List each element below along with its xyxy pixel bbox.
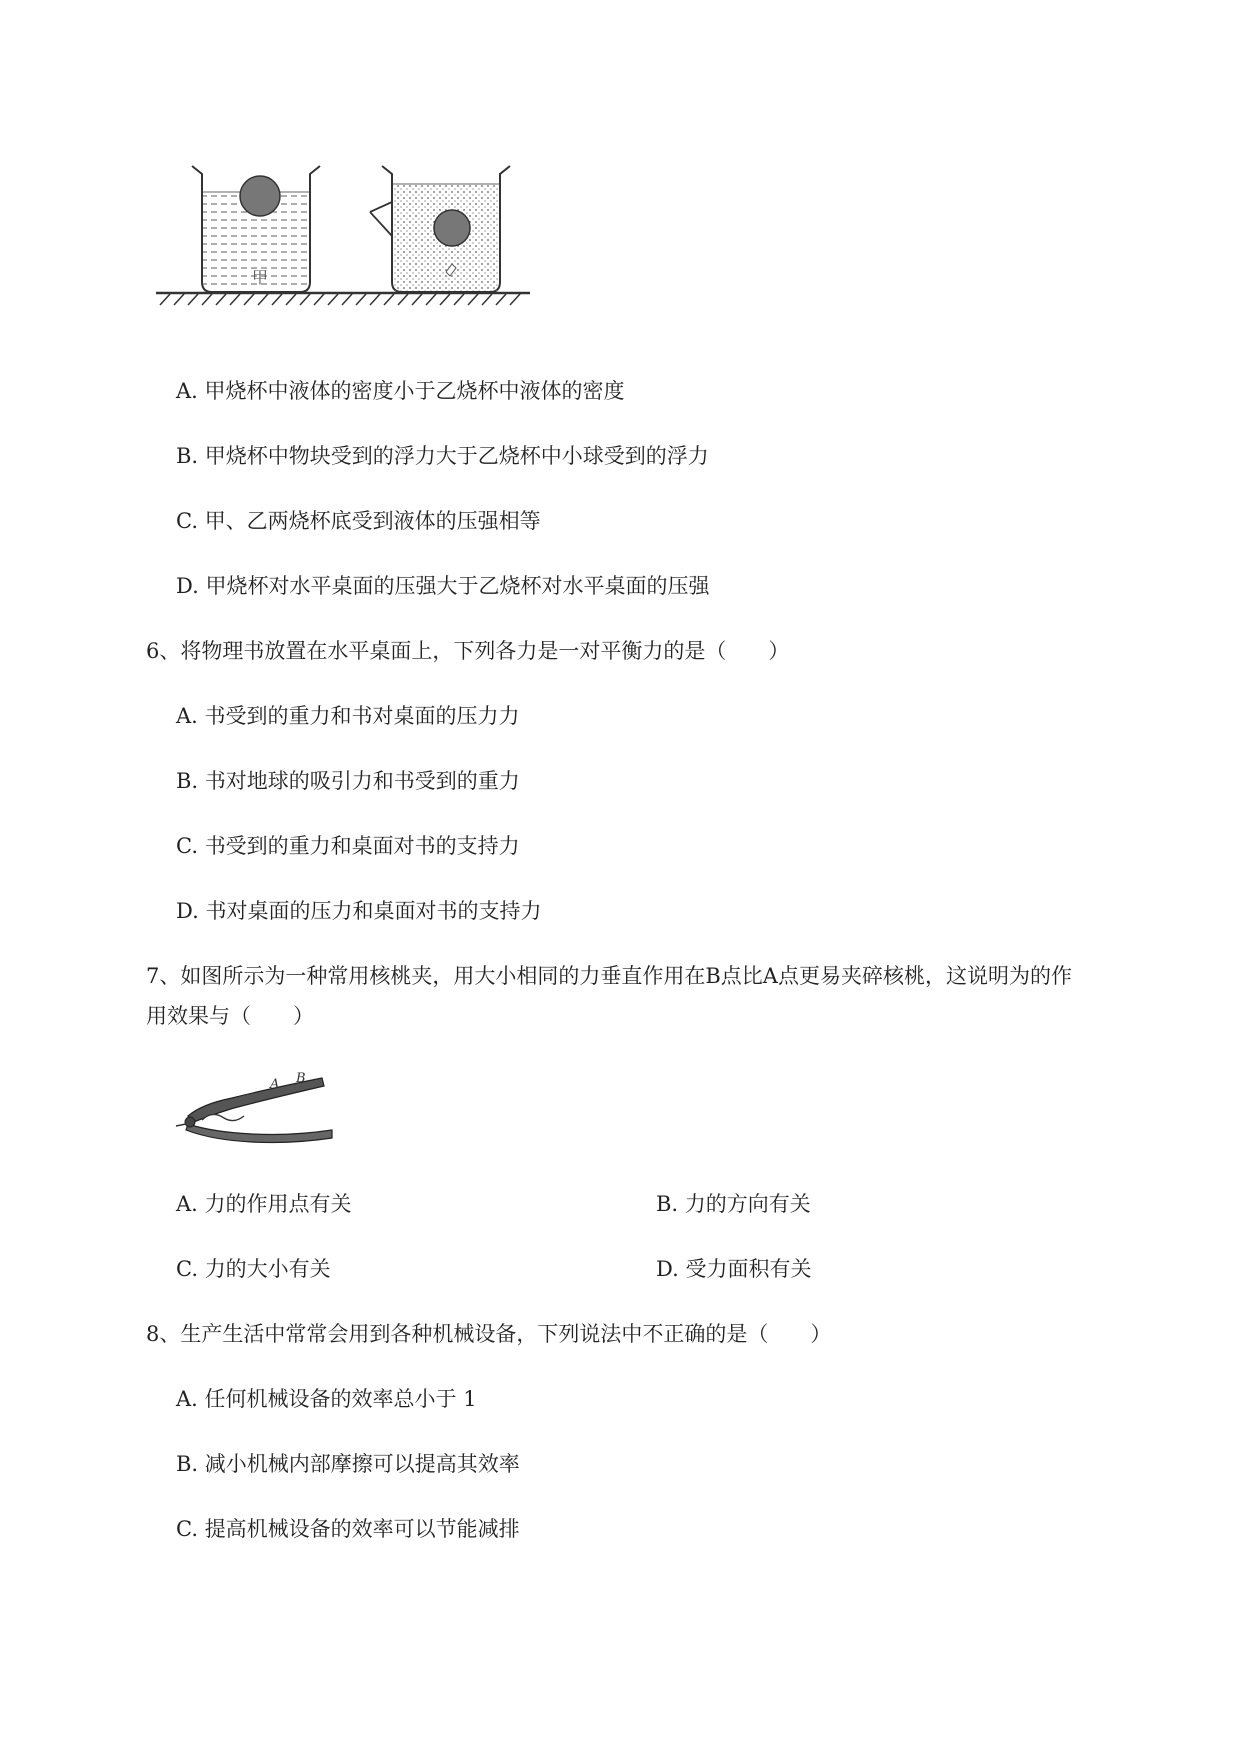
block-in-jia xyxy=(240,176,280,216)
hinge-pin xyxy=(185,1117,195,1127)
label-point-b: B xyxy=(296,1071,306,1086)
q7-option-b[interactable]: B. 力的方向有关 xyxy=(656,1192,811,1216)
ball-in-yi xyxy=(434,210,470,246)
nutcracker-lower-arm xyxy=(186,1124,332,1143)
q6-stem: 6、将物理书放置在水平桌面上，下列各力是一对平衡力的是（ ） xyxy=(146,639,790,663)
q5-option-c[interactable]: C. 甲、乙两烧杯底受到液体的压强相等 xyxy=(176,509,541,533)
q7-option-d[interactable]: D. 受力面积有关 xyxy=(656,1257,812,1281)
q8-option-a[interactable]: A. 任何机械设备的效率总小于 1 xyxy=(176,1387,477,1411)
q7-option-c[interactable]: C. 力的大小有关 xyxy=(176,1257,331,1281)
beaker-yi xyxy=(382,166,510,292)
table-surface xyxy=(156,293,530,305)
q7-stem-line1: 7、如图所示为一种常用核桃夹，用大小相同的力垂直作用在B点比A点更易夹碎核桃，这说明为的作 xyxy=(146,964,1072,988)
q5-option-d[interactable]: D. 甲烧杯对水平桌面的压强大于乙烧杯对水平桌面的压强 xyxy=(176,574,710,598)
wedge-support xyxy=(370,202,392,236)
q7-stem-line2: 用效果与（ ） xyxy=(146,1004,314,1028)
q7-option-a[interactable]: A. 力的作用点有关 xyxy=(176,1192,352,1216)
q5-option-a[interactable]: A. 甲烧杯中液体的密度小于乙烧杯中液体的密度 xyxy=(176,379,625,403)
q6-option-b[interactable]: B. 书对地球的吸引力和书受到的重力 xyxy=(176,769,520,793)
nutcracker-figure xyxy=(172,1066,342,1150)
q8-option-c[interactable]: C. 提高机械设备的效率可以节能减排 xyxy=(176,1517,520,1541)
beakers-figure xyxy=(150,160,540,340)
q6-option-d[interactable]: D. 书对桌面的压力和桌面对书的支持力 xyxy=(176,899,542,923)
q5-option-b[interactable]: B. 甲烧杯中物块受到的浮力大于乙烧杯中小球受到的浮力 xyxy=(176,444,709,468)
q8-option-b[interactable]: B. 减小机械内部摩擦可以提高其效率 xyxy=(176,1452,520,1476)
label-point-a: A xyxy=(270,1077,280,1092)
q6-option-c[interactable]: C. 书受到的重力和桌面对书的支持力 xyxy=(176,834,520,858)
label-jia: 甲 xyxy=(251,268,269,287)
q6-option-a[interactable]: A. 书受到的重力和书对桌面的压力力 xyxy=(176,704,520,728)
q8-stem: 8、生产生活中常常会用到各种机械设备，下列说法中不正确的是（ ） xyxy=(146,1322,832,1346)
